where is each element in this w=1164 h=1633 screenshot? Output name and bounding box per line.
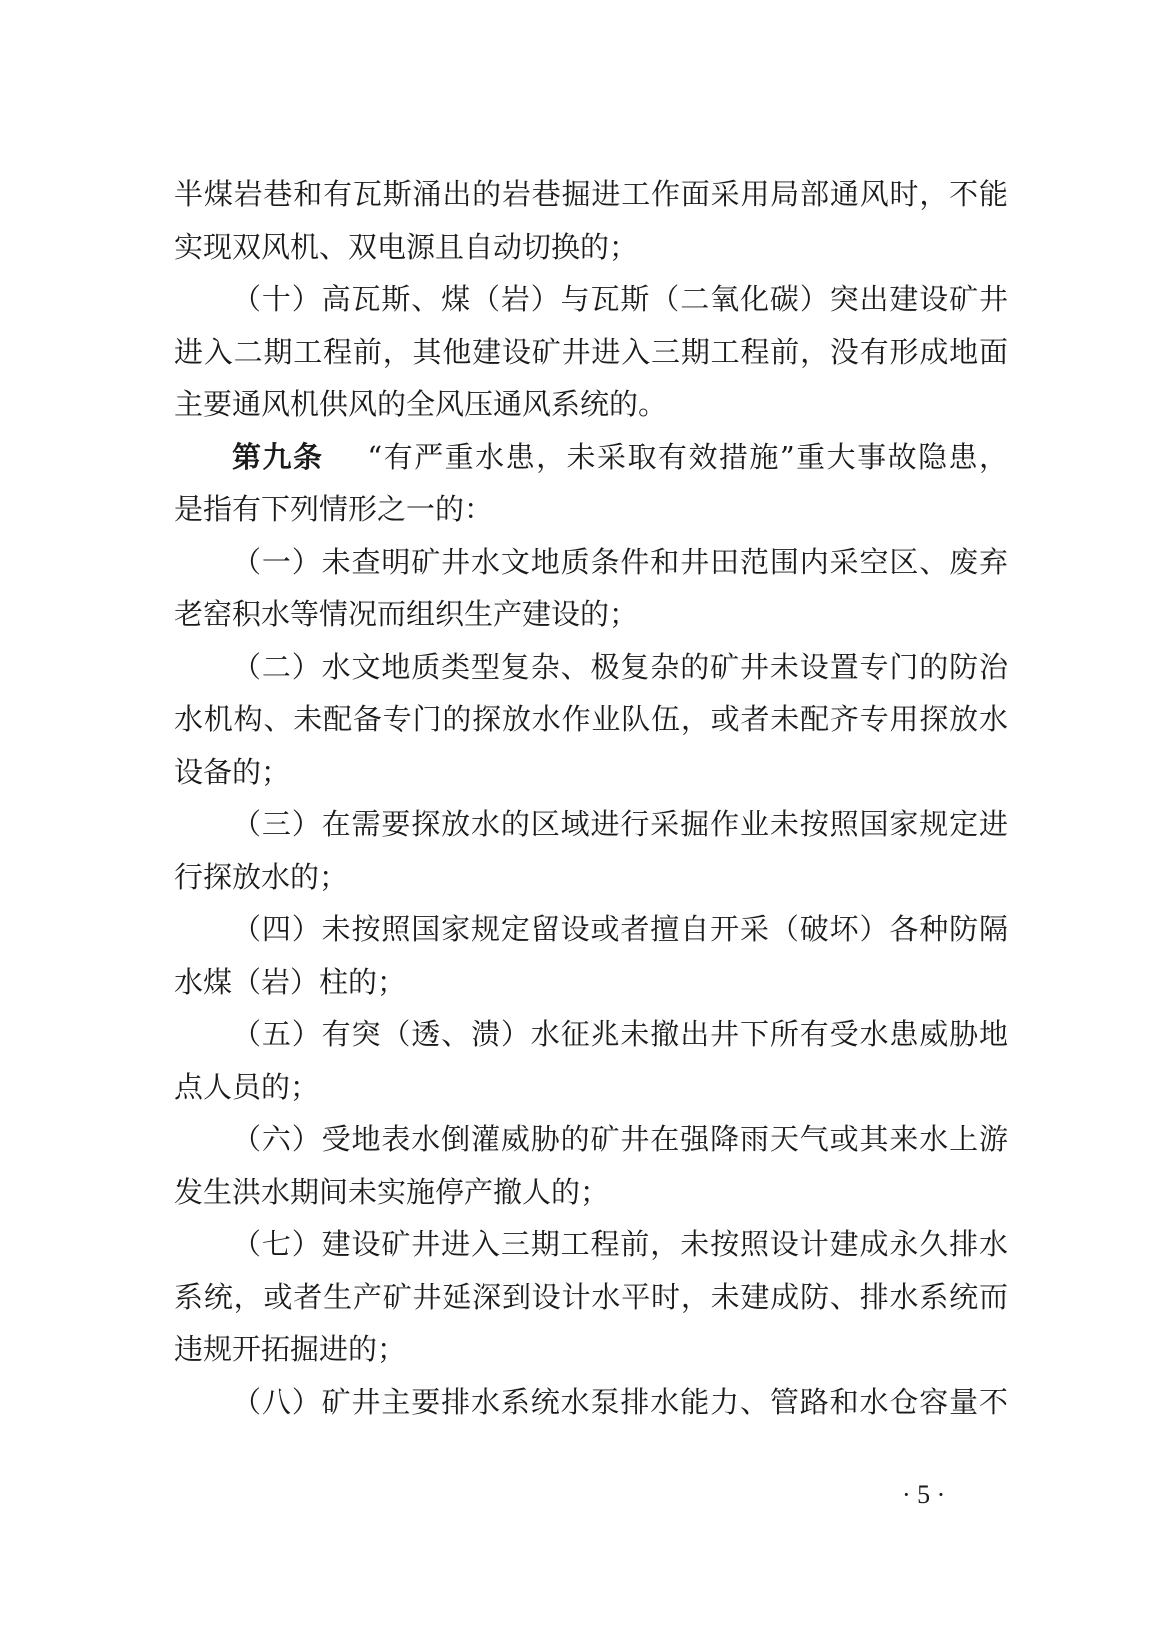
text-line: （四）未按照国家规定留设或者擅自开采（破坏）各种防隔 <box>232 912 1008 946</box>
text-line: 老窑积水等情况而组织生产建设的； <box>174 597 639 631</box>
text-line: （五）有突（透、溃）水征兆未撤出井下所有受水患威胁地 <box>232 1017 1008 1051</box>
text-line: 违规开拓掘进的； <box>174 1332 407 1366</box>
text-line: （六）受地表水倒灌威胁的矿井在强降雨天气或其来水上游 <box>232 1122 1008 1156</box>
document-body <box>174 168 1008 1428</box>
text-line: 进入二期工程前，其他建设矿井进入三期工程前，没有形成地面 <box>174 334 1008 369</box>
text-line: 水煤（岩）柱的； <box>174 964 407 999</box>
text-line: 发生洪水期间未实施停产撤人的； <box>174 1174 610 1209</box>
text-line: （三）在需要探放水的区域进行采掘作业未按照国家规定进 <box>232 807 1008 841</box>
article-heading-text: “有严重水患，未采取有效措施”重大事故隐患， <box>367 439 1008 474</box>
text-line: 主要通风机供风的全风压通风系统的。 <box>174 387 668 421</box>
text-line: （一）未查明矿井水文地质条件和井田范围内采空区、废弃 <box>232 544 1008 579</box>
text-line: （十）高瓦斯、煤（岩）与瓦斯（二氧化碳）突出建设矿井 <box>232 282 1008 316</box>
text-line: （二）水文地质类型复杂、极复杂的矿井未设置专门的防治 <box>232 649 1008 684</box>
text-line: 设备的； <box>174 754 291 789</box>
text-line: 实现双风机、双电源且自动切换的； <box>174 229 639 264</box>
article-heading-line <box>174 431 1008 484</box>
text-line: （八）矿井主要排水系统水泵排水能力、管路和水仓容量不 <box>232 1384 1008 1419</box>
page-number: · 5 · <box>902 1480 946 1509</box>
text-line: 是指有下列情形之一的： <box>174 492 494 526</box>
text-line: 水机构、未配备专门的探放水作业队伍，或者未配齐专用探放水 <box>174 702 1008 736</box>
text-line: 点人员的； <box>174 1069 320 1104</box>
text-line: （七）建设矿井进入三期工程前，未按照设计建成永久排水 <box>232 1227 1008 1261</box>
text-line: 半煤岩巷和有瓦斯涌出的岩巷掘进工作面采用局部通风时，不能 <box>174 177 1008 211</box>
text-line: 行探放水的； <box>174 859 349 894</box>
article-label: 第九条 <box>232 439 324 474</box>
text-line: 系统，或者生产矿井延深到设计水平时，未建成防、排水系统而 <box>174 1279 1008 1314</box>
